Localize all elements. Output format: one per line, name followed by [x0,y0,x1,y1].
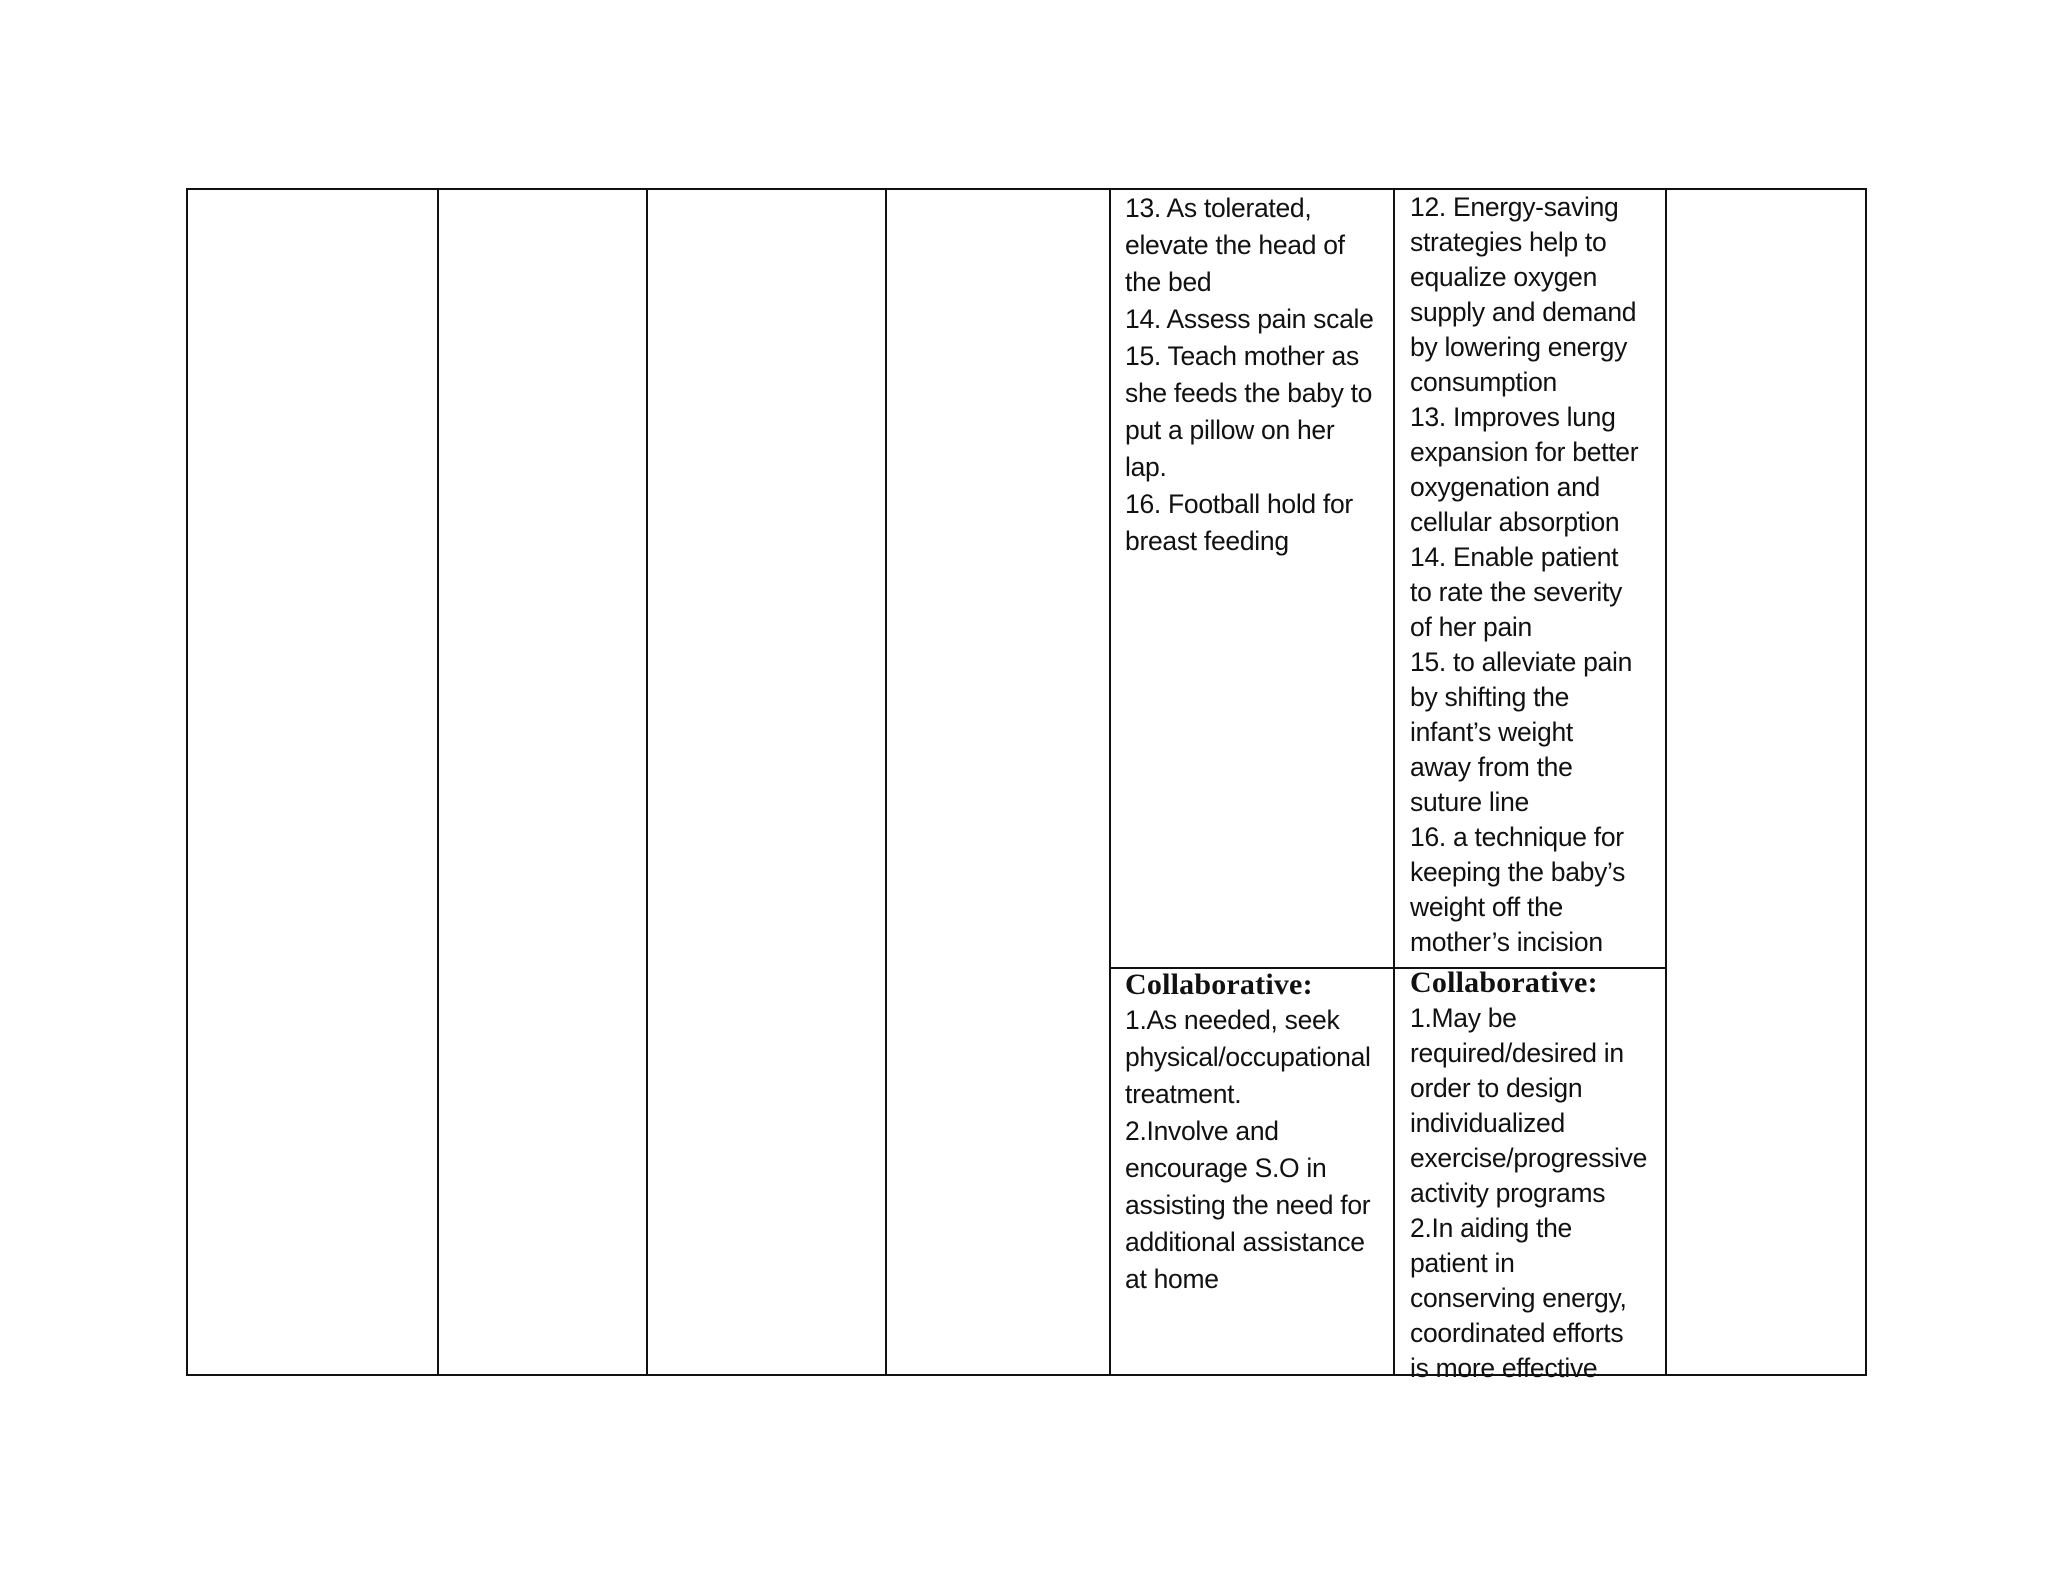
interventions-collaborative-text: 1.As needed, seek physical/occupational treatment. 2.Involve and encourage S.O in assisting the need for additional assistance at home [1125,1005,1371,1294]
rationale-collaborative-text: 1.May be required/desired in order to design individualized exercise/progressive activity programs 2.In aiding the patient in conserving energy, coordinated efforts is more effective [1410,1003,1648,1383]
rationale-independent-text: 12. Energy-saving strategies help to equalize oxygen supply and demand by lowering energy consumption 13. Improves lung expansion for better oxygenation and cellular absorption 14. Enable patient to rate the severity of her pain 15. to alleviate pain by shifting the infant’s weight away from the suture line 16. a technique for keeping the baby’s weight off the mother’s incision [1410,192,1639,957]
column-divider-3 [885,188,887,1376]
column-divider-6 [1665,188,1667,1376]
interventions-independent-text: 13. As tolerated, elevate the head of the bed 14. Assess pain scale 15. Teach mother as she feeds the baby to put a pillow on her lap. 16. Football hold for breast feeding [1125,193,1374,556]
column-divider-4 [1109,188,1111,1376]
interventions-collaborative-heading: Collaborative: [1125,968,1313,1001]
rationale-collaborative-heading: Collaborative: [1410,966,1598,999]
column-divider-2 [646,188,648,1376]
column-divider-1 [437,188,439,1376]
